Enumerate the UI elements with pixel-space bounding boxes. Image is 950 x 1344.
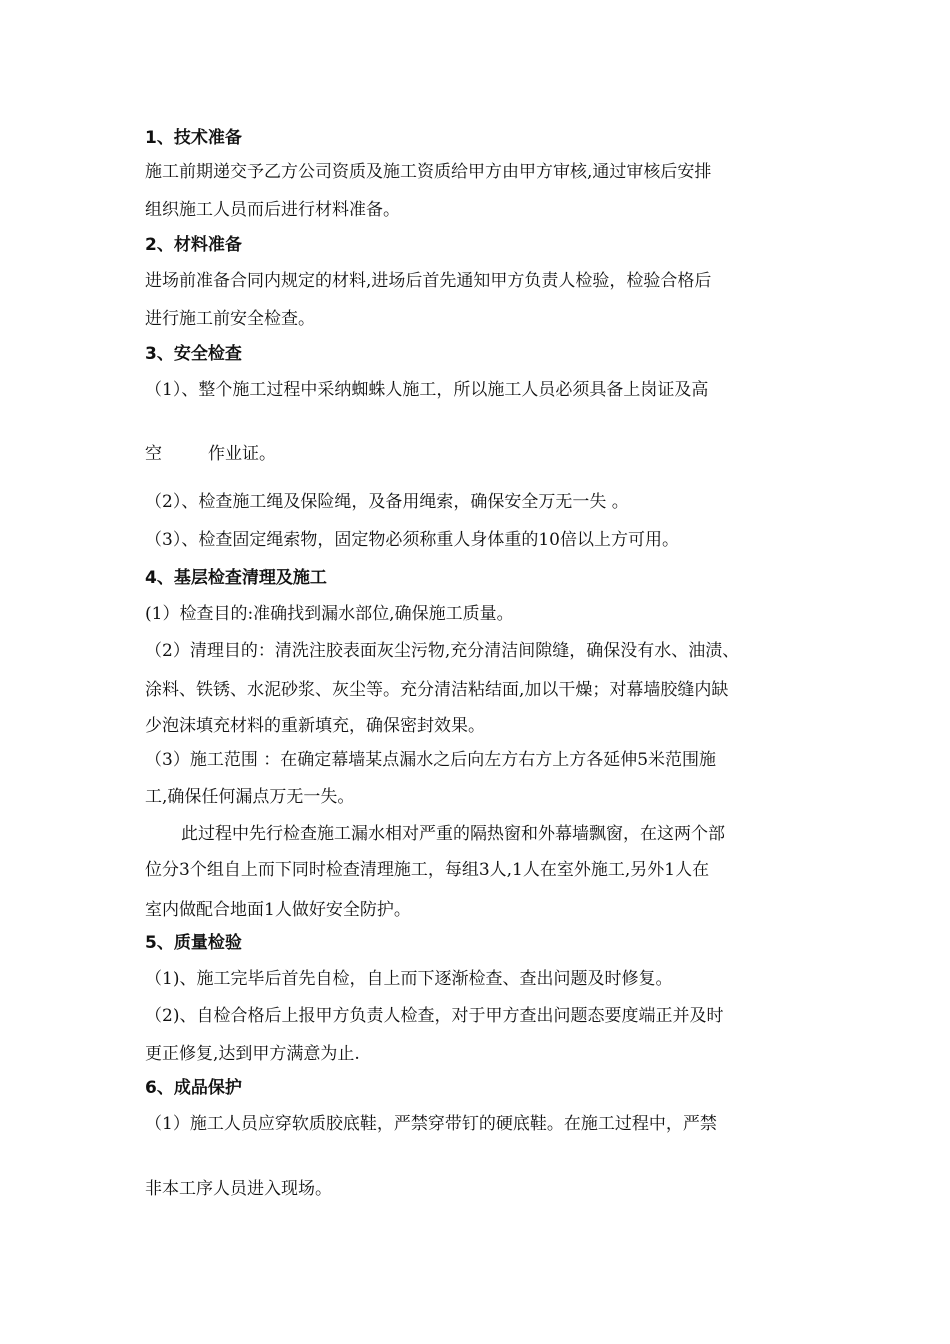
paragraph-line: 更正修复,达到甲方满意为止.	[145, 1044, 360, 1064]
heading-base-inspection: 4、基层检查清理及施工	[145, 568, 327, 588]
list-item-line: （3）施工范围 ：在确定幕墙某点漏水之后向左方右方上方各延伸5米范围施	[145, 750, 717, 770]
heading-quality-check: 5、质量检验	[145, 933, 242, 953]
paragraph-line: 非本工序人员进入现场。	[145, 1179, 332, 1199]
list-item-line: （1)、施工完毕后首先自检，自上而下逐渐检查、查出问题及时修复。	[145, 969, 673, 989]
paragraph-line: 涂料、铁锈、水泥砂浆、灰尘等。充分清洁粘结面,加以干燥；对幕墙胶缝内缺	[145, 680, 729, 700]
heading-material-prep: 2、材料准备	[145, 235, 242, 255]
paragraph-line: 作业证。	[208, 444, 276, 464]
paragraph-line: 进场前准备合同内规定的材料,进场后首先通知甲方负责人检验，检验合格后	[145, 271, 712, 291]
list-item-line: （2）、检查施工绳及保险绳，及备用绳索，确保安全万无一失 。	[145, 492, 629, 512]
paragraph-line: 位分3个组自上而下同时检查清理施工，每组3人,1人在室外施工,另外1人在	[145, 860, 710, 880]
paragraph-line: 施工前期递交予乙方公司资质及施工资质给甲方由甲方审核,通过审核后安排	[145, 162, 712, 182]
heading-safety-check: 3、安全检查	[145, 344, 242, 364]
paragraph-line: 组织施工人员而后进行材料准备。	[145, 200, 400, 220]
list-item-line: （1）、整个施工过程中采纳蜘蛛人施工，所以施工人员必须具备上岗证及高	[145, 380, 709, 400]
paragraph-line: 工,确保任何漏点万无一失。	[145, 787, 355, 807]
paragraph-line: 少泡沫填充材料的重新填充，确保密封效果。	[145, 716, 485, 736]
paragraph-line: 室内做配合地面1人做好安全防护。	[145, 900, 411, 920]
heading-technical-prep: 1、技术准备	[145, 128, 242, 148]
paragraph-line: 空	[145, 444, 162, 464]
list-item-line: (1）检查目的:准确找到漏水部位,确保施工质量。	[145, 604, 514, 624]
list-item-line: （1）施工人员应穿软质胶底鞋，严禁穿带钉的硬底鞋。在施工过程中，严禁	[145, 1114, 717, 1134]
paragraph-line: 此过程中先行检查施工漏水相对严重的隔热窗和外幕墙飘窗，在这两个部	[181, 824, 725, 844]
list-item-line: （2）清理目的：清洗注胶表面灰尘污物,充分清洁间隙缝，确保没有水、油渍、	[145, 641, 740, 661]
paragraph-line: 进行施工前安全检查。	[145, 309, 315, 329]
list-item-line: （2)、自检合格后上报甲方负责人检查，对于甲方查出问题态要度端正并及时	[145, 1006, 724, 1026]
heading-product-protection: 6、成品保护	[145, 1078, 242, 1098]
list-item-line: （3）、检查固定绳索物，固定物必须称重人身体重的10倍以上方可用。	[145, 530, 679, 550]
